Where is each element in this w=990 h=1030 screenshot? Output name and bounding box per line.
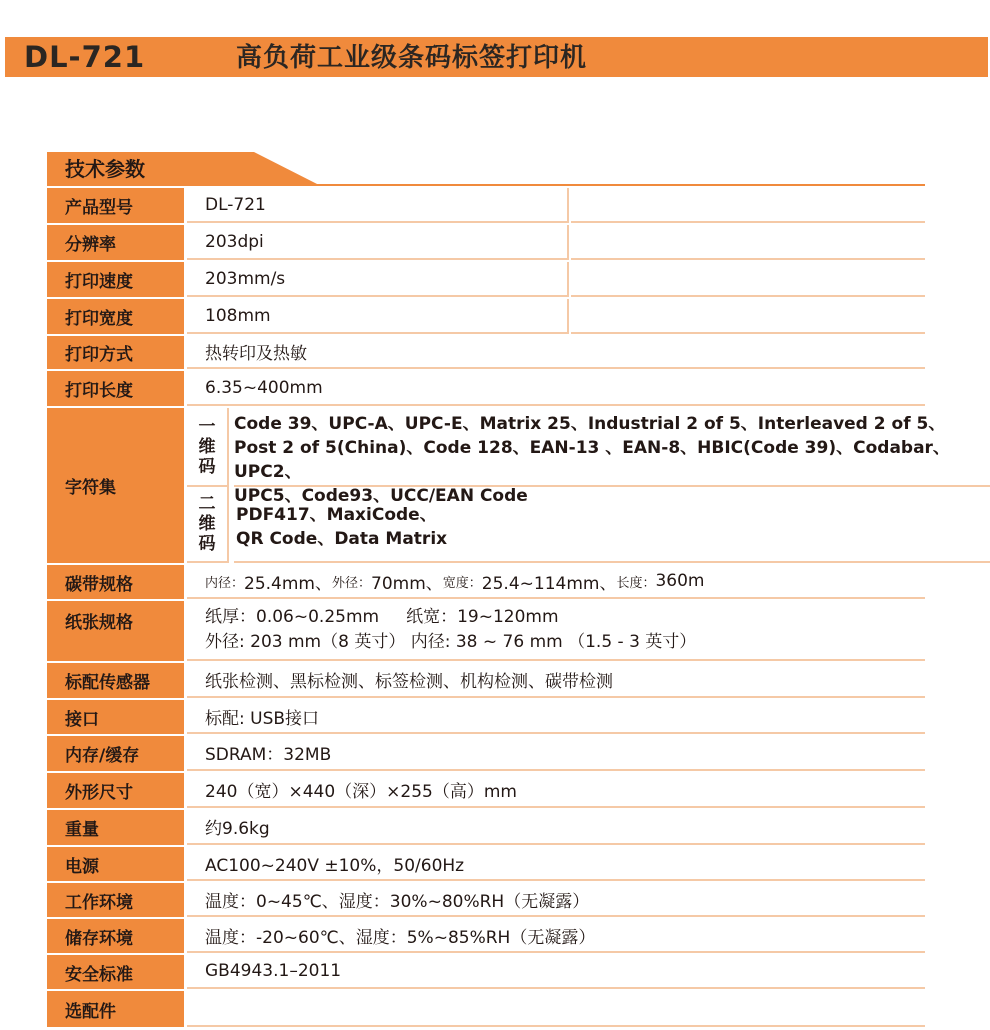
spec-label: 纸张规格: [47, 601, 184, 661]
spec-value: AC100~240V ±10%，50/60Hz: [187, 847, 925, 881]
spec-label: 接口: [47, 700, 184, 734]
spec-row-storage-env: [47, 919, 925, 953]
spec-row-method: [47, 336, 925, 369]
spec-label: 打印速度: [47, 262, 184, 297]
spec-empty-cell: [571, 188, 925, 223]
title-banner: [5, 37, 988, 77]
spec-row-width: [47, 299, 925, 334]
spec-value: 240（宽）×440（深）×255（高）mm: [187, 773, 925, 808]
spec-row-power: [47, 847, 925, 881]
spec-row-speed: [47, 262, 925, 297]
ribbon-inner-value: 25.4mm、: [244, 573, 332, 594]
ribbon-width-label: 宽度：: [442, 575, 482, 591]
spec-value: DL-721: [187, 188, 569, 223]
barcode-1d-line: Post 2 of 5(China)、Code 128、EAN-13 、EAN-8、HBIC(Code 39)、Codabar、UPC2、: [234, 438, 950, 482]
spec-row-ribbon: [47, 565, 925, 599]
spec-row-paper: [47, 601, 925, 661]
spec-label: 重量: [47, 810, 184, 845]
ribbon-inner-label: 内径：: [205, 575, 245, 591]
spec-value: 203dpi: [187, 225, 569, 260]
barcode-2d-line: QR Code、Data Matrix: [236, 529, 448, 549]
spec-label: 外形尺寸: [47, 773, 184, 808]
ribbon-outer-label: 外径：: [332, 575, 372, 591]
spec-value: 温度：-20~60℃、湿度：5%~85%RH（无凝露）: [187, 919, 925, 953]
spec-label: 安全标准: [47, 955, 184, 989]
barcode-1d-line: Code 39、UPC-A、UPC-E、Matrix 25、Industrial 2 of 5、Interleaved 2 of 5、: [234, 414, 946, 434]
spec-value: 温度：0~45℃、湿度：30%~80%RH（无凝露）: [187, 883, 925, 917]
spec-value: 108mm: [187, 299, 569, 334]
ribbon-length-value: 360m: [655, 571, 705, 591]
spec-row-model: [47, 188, 925, 223]
barcode-2d-label: 二维码: [187, 487, 229, 563]
section-title: 技术参数: [65, 157, 145, 181]
spec-row-weight: [47, 810, 925, 845]
spec-value: [187, 565, 925, 599]
spec-row-safety: [47, 955, 925, 989]
spec-value: 纸张检测、黑标检测、标签检测、机构检测、碳带检测: [187, 663, 925, 698]
model-title: DL-721: [24, 40, 146, 74]
product-title: 高负荷工业级条码标签打印机: [236, 43, 588, 73]
spec-empty-cell: [571, 299, 925, 334]
spec-row-resolution: [47, 225, 925, 260]
spec-value: SDRAM：32MB: [187, 736, 925, 771]
spec-value: 标配: USB接口: [187, 700, 925, 734]
ribbon-outer-value: 70mm、: [371, 573, 443, 594]
barcode-1d-line: UPC5、Code93、UCC/EAN Code: [234, 486, 528, 506]
spec-label: 工作环境: [47, 883, 184, 917]
spec-label: 打印长度: [47, 371, 184, 406]
spec-row-charset: [47, 408, 950, 563]
spec-label: 打印方式: [47, 336, 184, 369]
spec-label: 电源: [47, 847, 184, 881]
spec-value: 6.35~400mm: [187, 371, 925, 406]
spec-label: 选配件: [47, 991, 184, 1027]
spec-row-sensors: [47, 663, 925, 698]
spec-empty-cell: [571, 225, 925, 260]
spec-empty-cell: [571, 262, 925, 297]
spec-row-length: [47, 371, 925, 406]
paper-line-2: 外径: 203 mm（8 英寸） 内径: 38 ~ 76 mm （1.5 - 3 英寸）: [205, 632, 697, 652]
spec-row-memory: [47, 736, 925, 771]
spec-label: 打印宽度: [47, 299, 184, 334]
barcode-1d-list: [234, 408, 990, 506]
spec-label: 储存环境: [47, 919, 184, 953]
spec-row-dimensions: [47, 773, 925, 808]
barcode-2d-list: [234, 487, 990, 563]
spec-label: 产品型号: [47, 188, 184, 223]
spec-label: 内存/缓存: [47, 736, 184, 771]
spec-label: 标配传感器: [47, 663, 184, 698]
spec-label: 分辨率: [47, 225, 184, 260]
spec-row-operating-env: [47, 883, 925, 917]
barcode-2d-line: PDF417、MaxiCode、: [236, 505, 437, 525]
spec-value: [187, 601, 925, 661]
paper-line-1: 纸厚：0.06~0.25mm 纸宽：19~120mm: [205, 607, 559, 627]
section-header-shape: [47, 152, 925, 188]
ribbon-length-label: 长度：: [616, 575, 656, 591]
spec-label: 碳带规格: [47, 565, 184, 599]
spec-value: GB4943.1–2011: [187, 955, 925, 989]
spec-value: 203mm/s: [187, 262, 569, 297]
spec-section-header: [47, 152, 925, 186]
spec-row-accessories: [47, 991, 925, 1027]
spec-value: [187, 991, 925, 1027]
spec-value: 约9.6kg: [187, 810, 925, 845]
spec-value: 热转印及热敏: [187, 336, 925, 369]
ribbon-width-value: 25.4~114mm、: [481, 573, 617, 594]
barcode-1d-label: 一维码: [187, 408, 229, 487]
spec-label: 字符集: [47, 408, 184, 563]
spec-row-interface: [47, 700, 925, 734]
